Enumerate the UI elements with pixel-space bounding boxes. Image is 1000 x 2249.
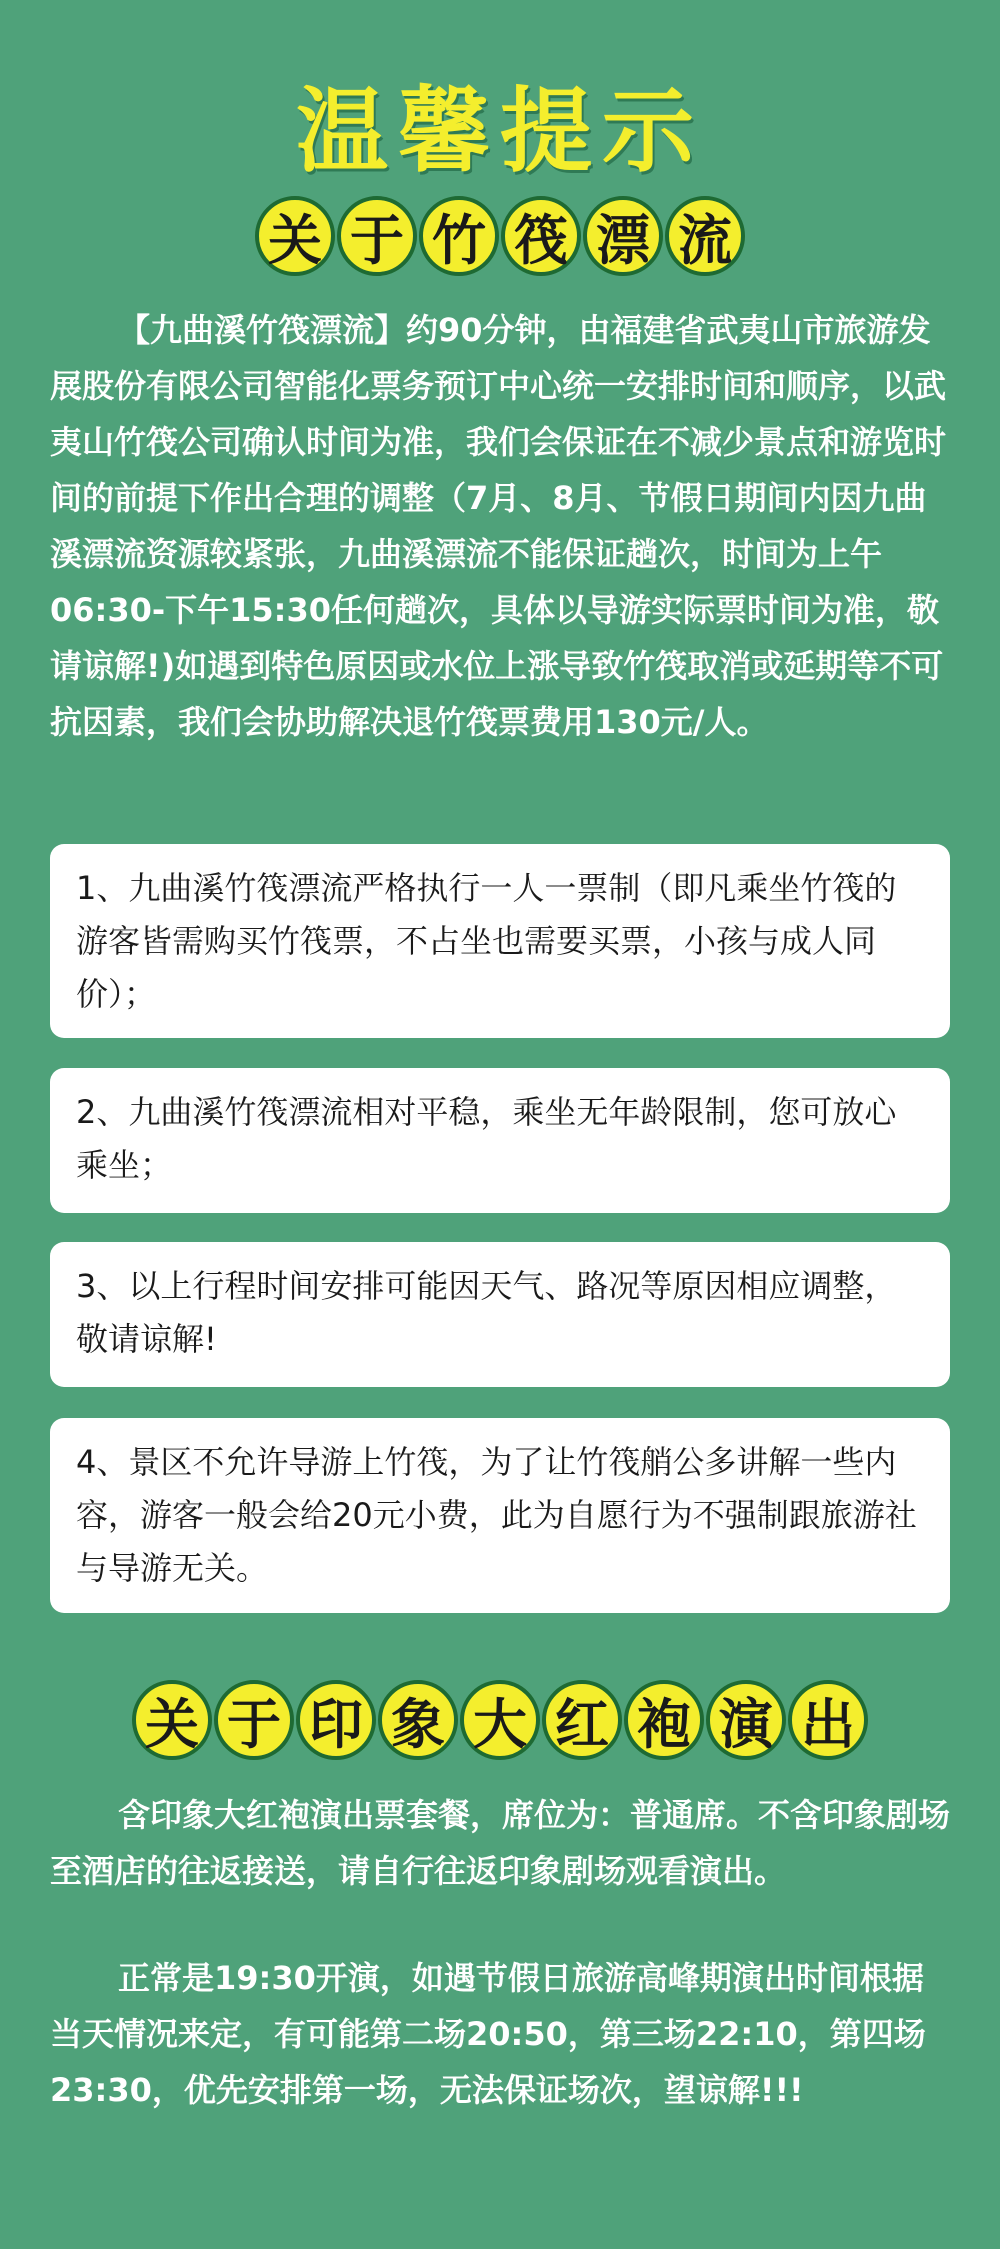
show-package-description: 含印象大红袍演出票套餐，席位为：普通席。不含印象剧场至酒店的往返接送，请自行往返印象剧场观看演出。 [50,1796,951,1890]
section-heading-bamboo-rafting [0,196,1000,276]
heading-char: 关 [132,1680,212,1760]
heading-char: 竹 [419,196,499,276]
heading-char: 筏 [501,196,581,276]
heading-char: 漂 [583,196,663,276]
notice-card-2: 2、九曲溪竹筏漂流相对平稳，乘坐无年龄限制，您可放心乘坐； [50,1068,950,1213]
heading-char: 大 [460,1680,540,1760]
heading-char: 演 [706,1680,786,1760]
rafting-description: 【九曲溪竹筏漂流】约90分钟，由福建省武夷山市旅游发展股份有限公司智能化票务预订中心统一安排时间和顺序，以武夷山竹筏公司确认时间为准，我们会保证在不减少景点和游览时间的前提下作出合理的调整（7月、8月、节假日期间内因九曲溪漂流资源较紧张，九曲溪漂流不能保证趟次，时间为上午06:30-下午15:30任何趟次，具体以导游实际票时间为准，敬请谅解!)如遇到特色原因或水位上涨导致竹筏取消或延期等不可抗因素，我们会协助解决退竹筏票费用130元/人。 [50,311,947,741]
heading-char: 红 [542,1680,622,1760]
heading-char: 关 [255,196,335,276]
heading-char: 流 [665,196,745,276]
heading-char: 袍 [624,1680,704,1760]
notice-card-1: 1、九曲溪竹筏漂流严格执行一人一票制（即凡乘坐竹筏的游客皆需购买竹筏票，不占坐也需要买票，小孩与成人同价）； [50,844,950,1038]
notice-card-4: 4、景区不允许导游上竹筏，为了让竹筏艄公多讲解一些内容，游客一般会给20元小费，此为自愿行为不强制跟旅游社与导游无关。 [50,1418,950,1613]
heading-char: 于 [337,196,417,276]
notice-card-3: 3、以上行程时间安排可能因天气、路况等原因相应调整，敬请谅解! [50,1242,950,1387]
heading-char: 象 [378,1680,458,1760]
heading-char: 出 [788,1680,868,1760]
heading-char: 印 [296,1680,376,1760]
heading-char: 于 [214,1680,294,1760]
show-schedule-description: 正常是19:30开演，如遇节假日旅游高峰期演出时间根据当天情况来定，有可能第二场20:50，第三场22:10，第四场23:30，优先安排第一场，无法保证场次，望谅解!!! [50,1959,926,2109]
page-title: 温馨提示 [295,78,704,185]
section-heading-show [0,1680,1000,1760]
